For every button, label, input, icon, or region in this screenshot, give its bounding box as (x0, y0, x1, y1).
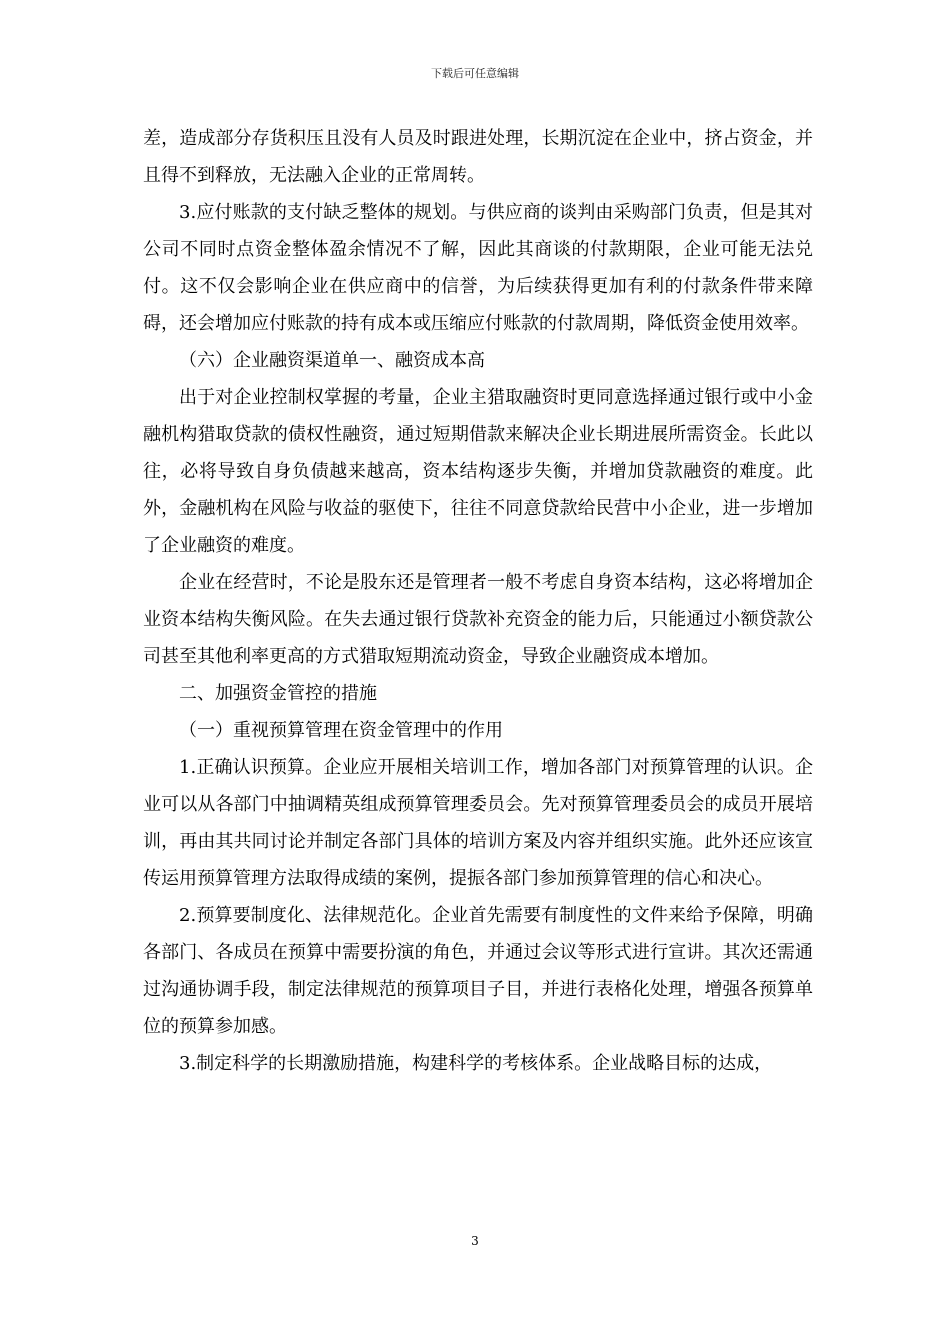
paragraph-budget-awareness: 1.正确认识预算。企业应开展相关培训工作，增加各部门对预算管理的认识。企业可以从各部门中抽调精英组成预算管理委员会。先对预算管理委员会的成员开展培训，再由其共同讨论并制定各部门具体的培训方案及内容并组织实施。此外还应该宣传运用预算管理方法取得成绩的案例，提振各部门参加预算管理的信心和决心。 (143, 757, 813, 889)
page-number: 3 (471, 1234, 479, 1248)
paragraph-capital-structure: 企业在经营时，不论是股东还是管理者一般不考虑自身资本结构，这必将增加企业资本结构失衡风险。在失去通过银行贷款补充资金的能力后，只能通过小额贷款公司甚至其他利率更高的方式猎取短期流动资金，导致企业融资成本增加。 (143, 572, 813, 667)
document-body (143, 120, 813, 1082)
paragraph-budget-institutionalization: 2.预算要制度化、法律规范化。企业首先需要有制度性的文件来给予保障，明确各部门、各成员在预算中需要扮演的角色，并通过会议等形式进行宣讲。其次还需通过沟通协调手段，制定法律规范的预算项目子目，并进行表格化处理，增强各预算单位的预算参加感。 (143, 905, 813, 1037)
subsection-heading-budget: （一）重视预算管理在资金管理中的作用 (179, 720, 503, 741)
section-heading-financing: （六）企业融资渠道单一、融资成本高 (179, 350, 485, 371)
paragraph-accounts-payable: 3.应付账款的支付缺乏整体的规划。与供应商的谈判由采购部门负责，但是其对公司不同时点资金整体盈余情况不了解，因此其商谈的付款期限，企业可能无法兑付。这不仅会影响企业在供应商中的信誉，为后续获得更加有利的付款条件带来障碍，还会增加应付账款的持有成本或压缩应付账款的付款周期，降低资金使用效率。 (143, 202, 813, 334)
paragraph-financing-control: 出于对企业控制权掌握的考量，企业主猎取融资时更同意选择通过银行或中小金融机构猎取贷款的债权性融资，通过短期借款来解决企业长期进展所需资金。长此以往，必将导致自身负债越来越高，资本结构逐步失衡，并增加贷款融资的难度。此外，金融机构在风险与收益的驱使下，往往不同意贷款给民营中小企业，进一步增加了企业融资的难度。 (143, 387, 813, 556)
page-header: 下载后可任意编辑 (431, 67, 519, 80)
paragraph-incentive-measures: 3.制定科学的长期激励措施，构建科学的考核体系。企业战略目标的达成， (179, 1053, 773, 1074)
paragraph-continuation: 差，造成部分存货积压且没有人员及时跟进处理，长期沉淀在企业中，挤占资金，并且得不到释放，无法融入企业的正常周转。 (143, 128, 813, 186)
section-heading-measures: 二、加强资金管控的措施 (179, 683, 377, 704)
